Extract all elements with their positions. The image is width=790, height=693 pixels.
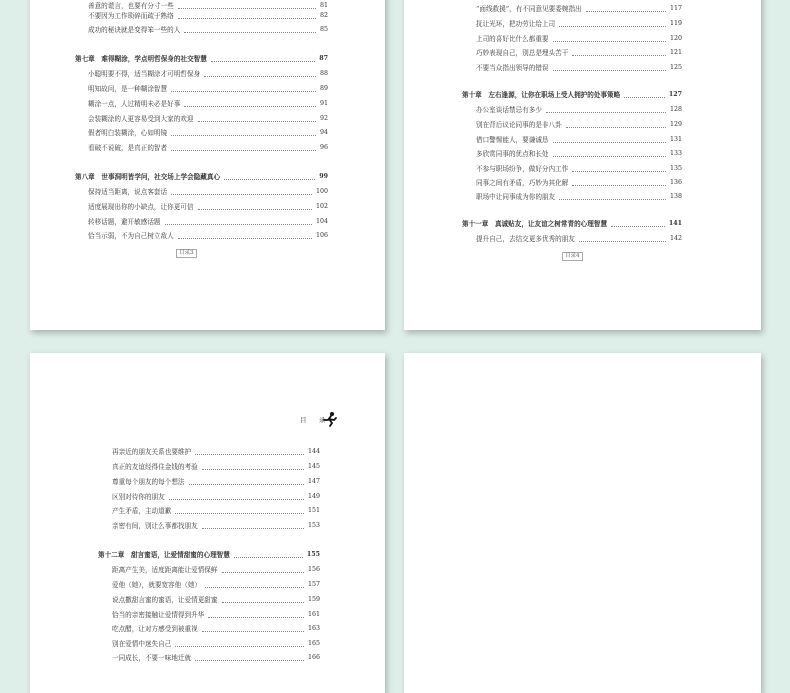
toc-page-5 — [30, 353, 385, 693]
toc-entry: 恰当示弱，不为自己树立敌人 106 — [88, 232, 328, 240]
toc-entry: 真正的友谊经得住金钱的考验 145 — [112, 463, 320, 471]
toc-entry: 区别对待你的朋友 149 — [112, 493, 320, 501]
toc-entry: 不要因为工作琐碎而疏于熟络 82 — [88, 12, 328, 20]
toc-entry: 成功的秘诀就是变得笨一些的人 85 — [88, 26, 328, 34]
toc-entry: 办公室谈话禁忌有多少 128 — [476, 106, 682, 114]
toc-entry: 上司的喜好比什么都重要 120 — [476, 35, 682, 43]
toc-entry: 抚让光环，把功劳让给上司 119 — [476, 20, 682, 28]
toc-entry: 说点撒甜言蜜的蜜语，让爱情更甜蜜 159 — [112, 596, 320, 604]
chapter-heading: 第八章 世事洞明皆学问，社交场上学会隐藏真心 99 — [75, 173, 328, 181]
toc-entry: 多欣赏同事的优点和长处 133 — [476, 150, 682, 158]
toc-entry: 一同成长，不要一味地迁就 166 — [112, 654, 320, 662]
toc-entry: 职场中让同事成为你的朋友 138 — [476, 193, 682, 201]
toc-entry: 距离产生美，适度距离能让爱情保鲜 156 — [112, 566, 320, 574]
page-folio: 目录4 — [562, 252, 583, 261]
chapter-heading: 第七章 难得糊涂，学点明哲保身的社交智慧 87 — [75, 55, 328, 63]
toc-entry: 假者明白装糊涂，心如明镜 94 — [88, 129, 328, 137]
toc-entry: 产生矛盾，主动道歉 151 — [112, 507, 320, 515]
toc-entry: 小聪明要不得，适当糊涂才可明哲保身 88 — [88, 70, 328, 78]
toc-entry: 爱他（她），就要宽容他（她） 157 — [112, 581, 320, 589]
blank-page — [404, 353, 761, 693]
toc-page-3 — [30, 0, 385, 330]
toc-entry: 看破不说破，是真正的智者 96 — [88, 144, 328, 152]
toc-entry: 明知故问，是一种糊涂智慧 89 — [88, 85, 328, 93]
toc-entry: 不参与职场纷争，做好分内工作 135 — [476, 165, 682, 173]
toc-entry: 借口警惕能人，要谦诚恳 131 — [476, 136, 682, 144]
toc-page-4 — [404, 0, 761, 330]
chapter-heading: 第十一章 真诚贴友，让友谊之树常青的心理智慧 141 — [462, 220, 682, 228]
running-figure-icon — [322, 411, 338, 427]
running-head: 目 录 — [300, 416, 329, 424]
toc-entry: 恰当的亲密接触让爱情得到升华 161 — [112, 611, 320, 619]
chapter-heading: 第十二章 甜言蜜语，让爱情甜蜜的心理智慧 155 — [98, 551, 320, 559]
toc-entry: 不要当众指出领导的错误 125 — [476, 64, 682, 72]
toc-entry: 善意的谎言，也要有分寸一些 81 — [88, 2, 328, 10]
toc-entry: 同事之间有矛盾，巧妙为其化解 136 — [476, 179, 682, 187]
toc-entry: 别在爱情中迷失自己 165 — [112, 640, 320, 648]
chapter-heading: 第十章 左右逢源，让你在职场上受人拥护的处事策略 127 — [462, 91, 682, 99]
toc-entry: 再亲近的朋友关系也要维护 144 — [112, 448, 320, 456]
toc-entry: 别在背后议论同事的是非八卦 129 — [476, 121, 682, 129]
toc-entry: 亲密有间，别让么事都找朋友 153 — [112, 522, 320, 530]
toc-entry: 适度展现出你的小缺点，让你更可信 102 — [88, 203, 328, 211]
toc-entry: 转移话题，避开敏感话题 104 — [88, 218, 328, 226]
toc-entry: “面线救援”，有不同意见要委婉指出 117 — [476, 5, 682, 13]
page-folio: 目录3 — [176, 249, 197, 258]
toc-entry: 保持适当距离，说点客套话 100 — [88, 188, 328, 196]
toc-entry: 提升自己，去结交更多优秀的朋友 142 — [476, 235, 682, 243]
toc-entry: 会装糊涂的人更容易受到大家的欢迎 92 — [88, 115, 328, 123]
toc-entry: 尊重每个朋友的每个想法 147 — [112, 478, 320, 486]
toc-entry: 糊涂一点，人过精明未必是好事 91 — [88, 100, 328, 108]
toc-entry: 巧妙表现自己，别总是埋头苦干 121 — [476, 49, 682, 57]
toc-entry: 吃点醋，让对方感受到被重视 163 — [112, 625, 320, 633]
